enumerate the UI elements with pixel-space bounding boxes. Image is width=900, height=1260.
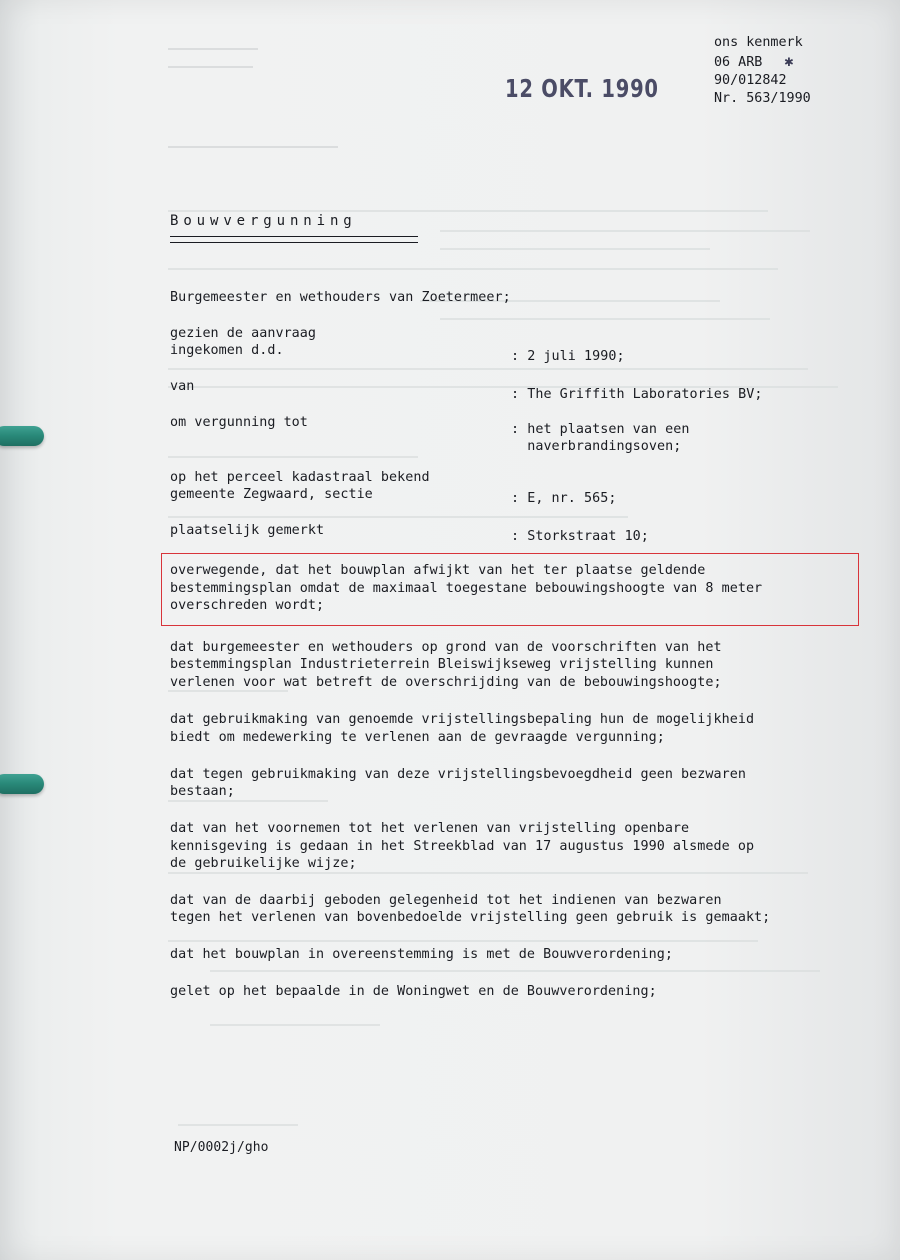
- vergunning-value-1: : het plaatsen van een: [511, 422, 690, 437]
- overwegende-line-3: overschreden wordt;: [170, 598, 325, 613]
- handwritten-mark: ✱: [784, 52, 794, 70]
- van-value: : The Griffith Laboratories BV;: [511, 387, 763, 402]
- paragraph-5-line-1: dat van de daarbij geboden gelegenheid tot het indienen van bezwaren: [170, 893, 722, 908]
- overwegende-line-2: bestemmingsplan omdat de maximaal toegestane bebouwingshoogte van 8 meter: [170, 581, 763, 596]
- intro-line: Burgemeester en wethouders van Zoetermeer;: [170, 290, 511, 305]
- ref-label: ons kenmerk: [714, 35, 803, 50]
- van-label: van: [170, 379, 195, 394]
- binder-ring-bottom: [0, 774, 44, 794]
- reference-block: [714, 34, 811, 108]
- aanvraag-label-2: ingekomen d.d.: [170, 343, 284, 358]
- vergunning-value-2: naverbrandingsoven;: [511, 439, 682, 454]
- perceel-value: : E, nr. 565;: [511, 491, 617, 506]
- plaats-label: plaatselijk gemerkt: [170, 523, 325, 538]
- paragraph-1-line-2: bestemmingsplan Industrieterrein Bleiswijkseweg vrijstelling kunnen: [170, 657, 714, 672]
- vergunning-label: om vergunning tot: [170, 415, 308, 430]
- paragraph-3-line-2: bestaan;: [170, 784, 235, 799]
- paragraph-2-line-1: dat gebruikmaking van genoemde vrijstellingsbepaling hun de mogelijkheid: [170, 712, 755, 727]
- paragraph-1-line-1: dat burgemeester en wethouders op grond van de voorschriften van het: [170, 640, 722, 655]
- ref-number: 90/012842: [714, 73, 787, 88]
- ref-code: 06 ARB: [714, 55, 763, 70]
- perceel-label-2: gemeente Zegwaard, sectie: [170, 487, 373, 502]
- paragraph-4-line-2: kennisgeving is gedaan in het Streekblad van 17 augustus 1990 alsmede op: [170, 839, 755, 854]
- paragraph-4-line-1: dat van het voornemen tot het verlenen van vrijstelling openbare: [170, 821, 690, 836]
- paragraph-2-line-2: biedt om medewerking te verlenen aan de gevraagde vergunning;: [170, 730, 665, 745]
- aanvraag-label-1: gezien de aanvraag: [170, 326, 317, 341]
- paragraph-1-line-3: verlenen voor wat betreft de overschrijding van de bebouwingshoogte;: [170, 675, 722, 690]
- overwegende-line-1: overwegende, dat het bouwplan afwijkt van het ter plaatse geldende: [170, 563, 706, 578]
- plaats-value: : Storkstraat 10;: [511, 529, 649, 544]
- document-title: Bouwvergunning: [170, 213, 357, 229]
- binder-ring-top: [0, 426, 44, 446]
- perceel-label-1: op het perceel kadastraal bekend: [170, 470, 430, 485]
- paragraph-3-line-1: dat tegen gebruikmaking van deze vrijstellingsbevoegdheid geen bezwaren: [170, 767, 746, 782]
- paragraph-4-line-3: de gebruikelijke wijze;: [170, 856, 357, 871]
- paragraph-5-line-2: tegen het verlenen van bovenbedoelde vrijstelling geen gebruik is gemaakt;: [170, 910, 771, 925]
- aanvraag-value: : 2 juli 1990;: [511, 349, 625, 364]
- date-stamp: 12 OKT. 1990: [505, 74, 659, 103]
- paragraph-7: gelet op het bepaalde in de Woningwet en de Bouwverordening;: [170, 984, 657, 999]
- ref-nr: Nr. 563/1990: [714, 91, 811, 106]
- paragraph-6: dat het bouwplan in overeenstemming is met de Bouwverordening;: [170, 947, 673, 962]
- footer-code: NP/0002j/gho: [174, 1140, 269, 1155]
- title-double-underline: [170, 236, 418, 243]
- ref-code-line: [714, 52, 811, 72]
